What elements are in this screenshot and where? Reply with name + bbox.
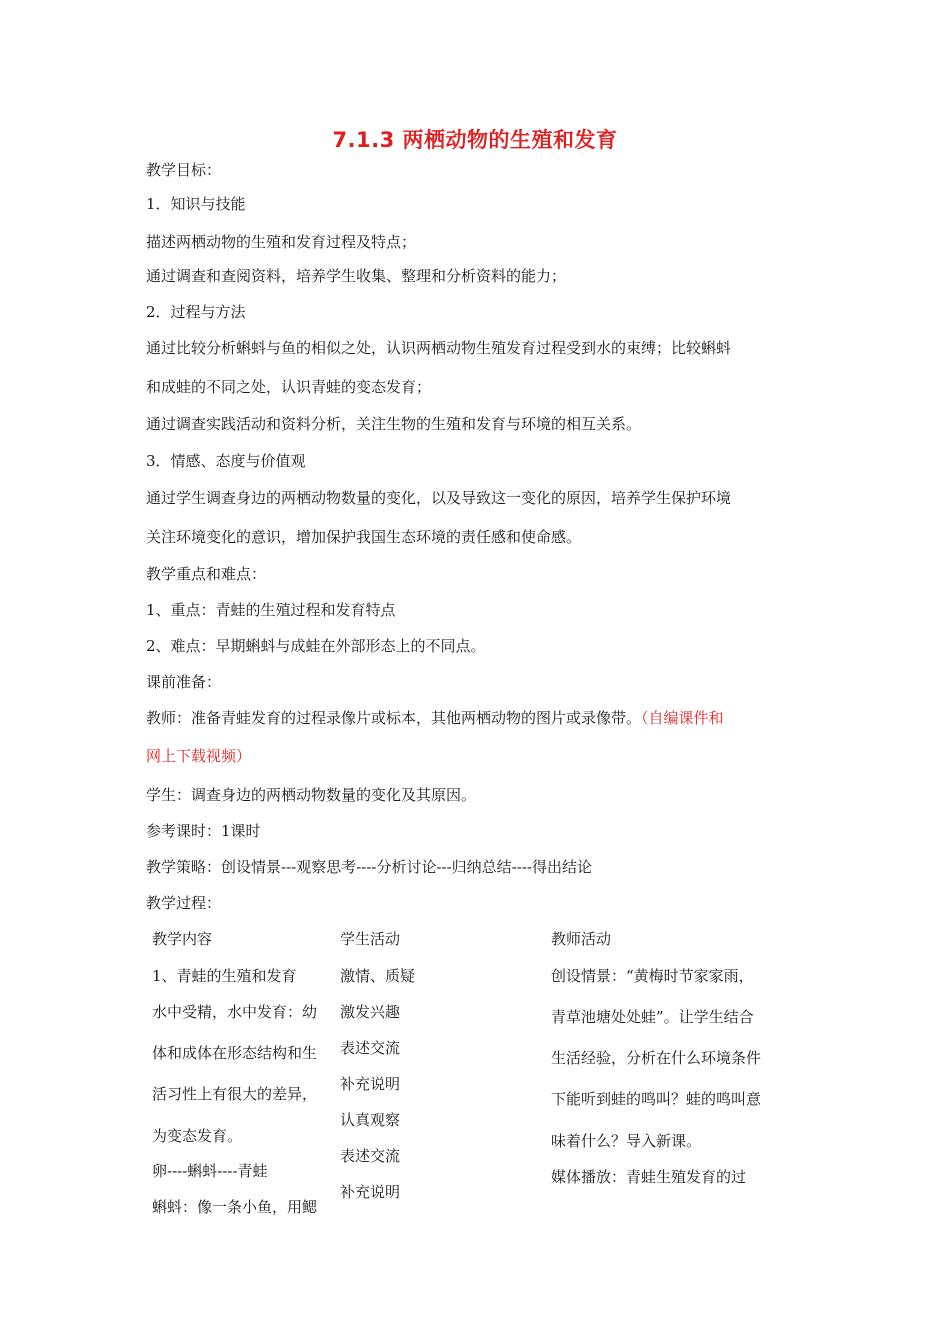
student-line: 激发兴趣	[340, 1003, 401, 1021]
teacher-line: 味着什么？导入新课。	[551, 1132, 702, 1150]
content-line: 1、青蛙的生殖和发育	[152, 967, 297, 985]
teacher-preparation-note-cont: 网上下载视频）	[146, 747, 252, 765]
objective-3-heading: 3．情感、态度与价值观	[146, 452, 306, 470]
objective-1-heading: 1．知识与技能	[146, 195, 246, 213]
objective-2-text-a-line1: 通过比较分析蝌蚪与鱼的相似之处，认识两栖动物生殖发育过程受到水的束缚；比较蝌蚪	[146, 339, 732, 357]
teacher-line: 媒体播放：青蛙生殖发育的过	[551, 1168, 747, 1186]
objective-1-text-a: 描述两栖动物的生殖和发育过程及特点；	[146, 233, 417, 251]
content-line: 卵----蝌蚪----青蛙	[152, 1162, 268, 1180]
difficult-point: 2、难点：早期蝌蚪与成蛙在外部形态上的不同点。	[146, 637, 486, 655]
objective-2-text-b: 通过调查实践活动和资料分析，关注生物的生殖和发育与环境的相互关系。	[146, 415, 642, 433]
teacher-preparation-text: 教师：准备青蛙发育的过程录像片或标本，其他两栖动物的图片或录像带。	[146, 709, 642, 727]
student-preparation: 学生：调查身边的两栖动物数量的变化及其原因。	[146, 786, 477, 804]
student-line: 表述交流	[340, 1039, 401, 1057]
student-line: 认真观察	[340, 1111, 401, 1129]
header-teacher-activity: 教师活动	[551, 930, 612, 948]
document-title: 7.1.3 两栖动物的生殖和发育	[332, 128, 618, 152]
objective-3-text-line2: 关注环境变化的意识，增加保护我国生态环境的责任感和使命感。	[146, 528, 582, 546]
content-line: 为变态发育。	[152, 1127, 243, 1145]
teacher-line: 下能听到蛙的鸣叫？蛙的鸣叫意	[551, 1090, 762, 1108]
teacher-line: 生活经验，分析在什么环境条件	[551, 1049, 762, 1067]
heading-preparation: 课前准备：	[146, 673, 222, 691]
heading-objectives: 教学目标：	[146, 161, 222, 179]
objective-2-text-a-line2: 和成蛙的不同之处，认识青蛙的变态发育；	[146, 378, 432, 396]
objective-2-heading: 2．过程与方法	[146, 303, 246, 321]
student-line: 补充说明	[340, 1183, 401, 1201]
student-line: 激情、质疑	[340, 967, 416, 985]
content-line: 体和成体在形态结构和生	[152, 1044, 318, 1062]
objective-1-text-b: 通过调查和查阅资料，培养学生收集、整理和分析资料的能力；	[146, 267, 567, 285]
content-line: 活习性上有很大的差异，	[152, 1085, 318, 1103]
objective-3-text-line1: 通过学生调查身边的两栖动物数量的变化，以及导致这一变化的原因，培养学生保护环境	[146, 489, 732, 507]
content-line: 水中受精，水中发育：幼	[152, 1003, 318, 1021]
heading-key-points: 教学重点和难点：	[146, 565, 267, 583]
teacher-line: 创设情景：“黄梅时节家家雨，	[551, 967, 754, 985]
reference-hours: 参考课时：1课时	[146, 822, 261, 840]
header-student-activity: 学生活动	[340, 930, 401, 948]
key-point: 1、重点：青蛙的生殖过程和发育特点	[146, 601, 396, 619]
teacher-preparation	[146, 708, 724, 728]
header-teaching-content: 教学内容	[152, 930, 213, 948]
student-line: 补充说明	[340, 1075, 401, 1093]
teaching-strategy: 教学策略：创设情景---观察思考----分析讨论---归纳总结----得出结论	[146, 858, 592, 876]
teacher-line: 青草池塘处处蛙”。让学生结合	[551, 1008, 754, 1026]
teacher-preparation-note: （自编课件和	[641, 709, 724, 727]
heading-process: 教学过程：	[146, 894, 222, 912]
student-line: 表述交流	[340, 1147, 401, 1165]
content-line: 蝌蚪：像一条小鱼，用鳃	[152, 1198, 318, 1216]
